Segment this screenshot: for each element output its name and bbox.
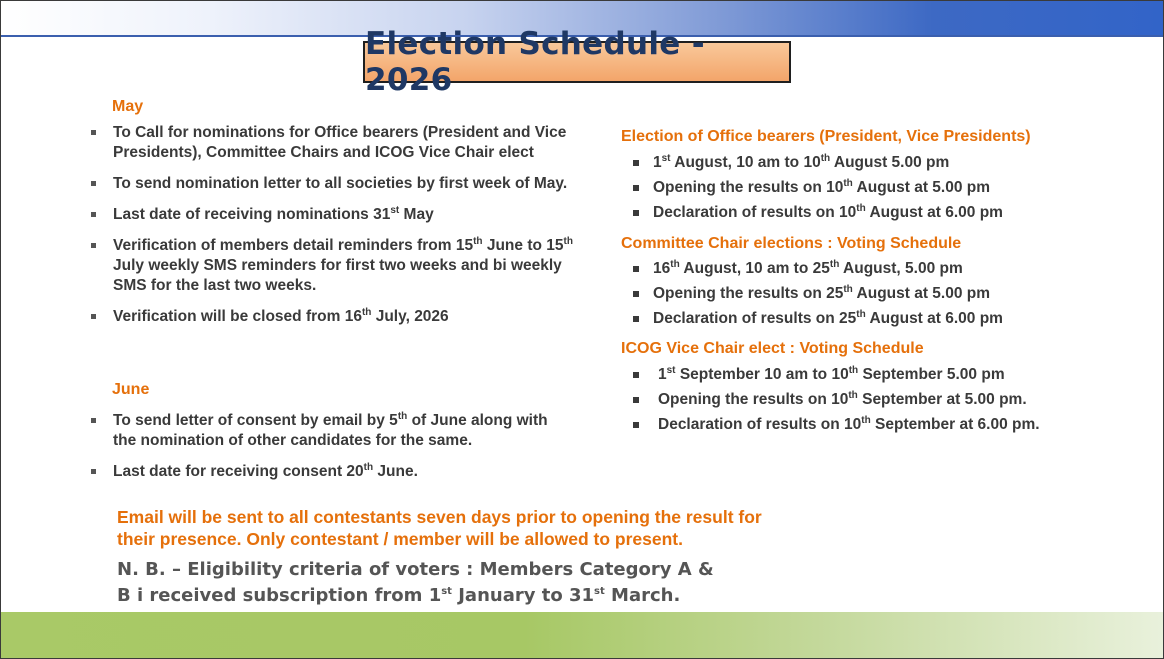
text-segment: August at 5.00 pm (852, 179, 991, 196)
list-item (621, 415, 1151, 435)
office-bearers-heading: Election of Office bearers (President, Vice Presidents) (621, 128, 1031, 145)
icog-vice-chair-heading: ICOG Vice Chair elect : Voting Schedule (621, 340, 924, 357)
ordinal-suffix: th (856, 202, 866, 214)
bullet-icon (633, 160, 639, 166)
ordinal-suffix: th (363, 461, 374, 473)
list-item (89, 174, 579, 194)
eligibility-note (117, 557, 817, 609)
may-list (89, 123, 579, 338)
ordinal-suffix: st (661, 152, 671, 164)
committee-chair-heading: Committee Chair elections : Voting Schedule (621, 235, 962, 252)
list-item (89, 411, 569, 451)
text-segment: B i received subscription from 1 (117, 585, 442, 606)
text-segment: August, 5.00 pm (839, 260, 963, 277)
page-title: Election Schedule - 2026 (365, 26, 705, 98)
list-item (89, 205, 579, 225)
text-segment: Opening the results on 25 (653, 285, 844, 302)
bullet-icon (91, 243, 96, 248)
bottom-decorative-band (1, 612, 1164, 659)
text-segment: July weekly SMS reminders for first two weeks and bi weekly SMS for the last two weeks. (113, 257, 562, 294)
text-segment: 16 (653, 260, 671, 277)
email-notice-line-2: their presence. Only contestant / member will be allowed to present. (117, 529, 683, 549)
ordinal-suffix: th (563, 235, 573, 247)
bullet-icon (633, 397, 639, 403)
ordinal-suffix: th (856, 308, 866, 320)
text-segment: August at 5.00 pm (852, 285, 991, 302)
bullet-icon (633, 210, 639, 216)
bullet-icon (91, 314, 96, 319)
ordinal-suffix: th (829, 258, 840, 270)
text-segment: July, 2026 (371, 308, 449, 325)
committee-chair-list (621, 259, 1141, 334)
text-segment: Last date of receiving nominations 31 (113, 206, 391, 223)
office-bearers-list (621, 153, 1141, 228)
text-segment: September at 5.00 pm. (857, 391, 1027, 408)
ordinal-suffix: th (397, 410, 408, 422)
list-item (621, 309, 1141, 329)
text-segment: Verification will be closed from 16 (113, 308, 362, 325)
list-item (89, 307, 579, 327)
ordinal-suffix: th (820, 152, 831, 164)
text-segment: Declaration of results on 25 (653, 310, 857, 327)
text-segment: August at 6.00 pm (865, 310, 1003, 327)
text-segment: August, 10 am to 10 (670, 154, 821, 171)
list-item (621, 365, 1151, 385)
bullet-icon (633, 266, 639, 272)
june-list (89, 411, 569, 493)
text-segment: of June along with the nomination of other candidates for the same. (113, 412, 548, 449)
list-item (621, 284, 1141, 304)
text-segment: September at 6.00 pm. (870, 416, 1040, 433)
text-segment: March. (604, 585, 681, 606)
list-item (89, 236, 579, 296)
ordinal-suffix: th (848, 389, 858, 401)
text-segment: June to 15 (482, 237, 564, 254)
list-item (89, 462, 569, 482)
text-segment: Last date for receiving consent 20 (113, 463, 364, 480)
email-notice-line-1: Email will be sent to all contestants seven days prior to opening the result for (117, 507, 762, 527)
bullet-icon (633, 185, 639, 191)
ordinal-suffix: th (473, 235, 483, 247)
ordinal-suffix: st (666, 364, 676, 376)
icog-vice-chair-list (621, 365, 1151, 440)
title-box (363, 26, 791, 98)
list-item (621, 203, 1141, 223)
bullet-icon (91, 130, 96, 135)
ordinal-suffix: st (441, 586, 452, 597)
list-item (621, 178, 1141, 198)
text-segment: August 5.00 pm (830, 154, 950, 171)
may-heading: May (112, 98, 144, 115)
text-segment: Declaration of results on 10 (658, 416, 862, 433)
text-segment: To Call for nominations for Office bearers (President and Vice Presidents), Committee Chairs and ICOG Vice Chair elect (113, 124, 567, 161)
bullet-icon (91, 212, 96, 217)
text-segment: To send nomination letter to all societies by first week of May. (113, 175, 568, 192)
eligibility-line-2 (117, 583, 817, 609)
ordinal-suffix: th (848, 364, 859, 376)
text-segment: 1 (658, 366, 667, 383)
list-item (89, 123, 579, 163)
bullet-icon (633, 291, 639, 297)
list-item (621, 259, 1141, 279)
text-segment: Verification of members detail reminders from 15 (113, 237, 474, 254)
eligibility-line-1: N. B. – Eligibility criteria of voters : Members Category A & (117, 559, 714, 580)
ordinal-suffix: st (594, 586, 605, 597)
text-segment: June. (373, 463, 418, 480)
bullet-icon (633, 422, 639, 428)
text-segment: Declaration of results on 10 (653, 204, 857, 221)
text-segment: August, 10 am to 25 (679, 260, 830, 277)
email-notice (117, 506, 857, 550)
text-segment: January to 31 (451, 585, 595, 606)
ordinal-suffix: st (390, 204, 400, 216)
text-segment: September 5.00 pm (858, 366, 1005, 383)
list-item (621, 153, 1141, 173)
june-heading: June (112, 381, 150, 398)
list-item (621, 390, 1151, 410)
bullet-icon (633, 372, 639, 378)
bullet-icon (91, 418, 96, 423)
text-segment: 1 (653, 154, 662, 171)
ordinal-suffix: th (843, 283, 853, 295)
text-segment: Opening the results on 10 (658, 391, 849, 408)
ordinal-suffix: th (861, 414, 871, 426)
ordinal-suffix: th (670, 258, 680, 270)
text-segment: August at 6.00 pm (865, 204, 1003, 221)
text-segment: September 10 am to 10 (675, 366, 849, 383)
ordinal-suffix: th (843, 177, 853, 189)
bullet-icon (633, 316, 639, 322)
bullet-icon (91, 469, 96, 474)
text-segment: Opening the results on 10 (653, 179, 844, 196)
ordinal-suffix: th (361, 306, 372, 318)
text-segment: To send letter of consent by email by 5 (113, 412, 398, 429)
bullet-icon (91, 181, 96, 186)
text-segment: May (399, 206, 434, 223)
